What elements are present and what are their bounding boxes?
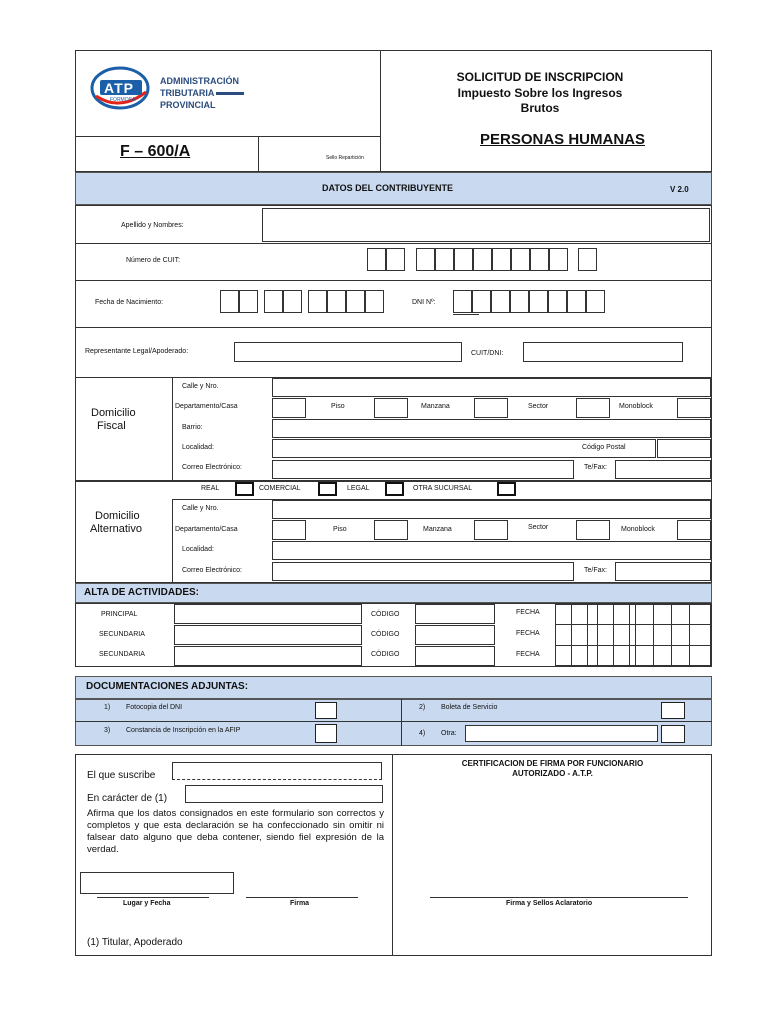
cuit-label: Número de CUIT:	[126, 257, 181, 264]
tipo-otra-label: OTRA SUCURSAL	[413, 485, 473, 492]
tipo-real-label: REAL	[201, 485, 220, 492]
fiscal-localidad-label: Localidad:	[182, 444, 214, 451]
fecha-digit[interactable]	[346, 290, 365, 313]
fiscal-cp-input[interactable]	[657, 439, 711, 458]
firma-sellos-label: Firma y Sellos Aclaratorio	[506, 900, 593, 907]
caracter-input[interactable]	[185, 785, 383, 803]
actividad-fecha-grid[interactable]	[555, 604, 711, 666]
cuit-digit[interactable]	[473, 248, 492, 271]
alt-tel-label: Te/Fax:	[584, 567, 607, 574]
representante-label: Representante Legal/Apoderado:	[85, 348, 189, 355]
doc-1-checkbox[interactable]	[315, 702, 337, 719]
fiscal-sector-input[interactable]	[576, 398, 610, 418]
doc-1-num: 1)	[104, 704, 111, 711]
fiscal-correo-input[interactable]	[272, 460, 574, 479]
logo-line2: TRIBUTARIA	[160, 88, 215, 98]
form-code: F – 600/A	[120, 143, 191, 160]
suscribe-input[interactable]	[172, 762, 382, 780]
cuit-digit[interactable]	[578, 248, 597, 271]
dni-digit[interactable]	[529, 290, 548, 313]
doc-4-otra-input[interactable]	[465, 725, 658, 742]
dni-digit[interactable]	[586, 290, 605, 313]
alt-calle-label: Calle y Nro.	[182, 505, 219, 512]
fiscal-correo-label: Correo Electrónico:	[182, 464, 242, 471]
cuit-digit[interactable]	[416, 248, 435, 271]
fiscal-barrio-label: Barrio:	[182, 424, 203, 431]
alt-depto-input[interactable]	[272, 520, 306, 540]
doc-2-checkbox[interactable]	[661, 702, 685, 719]
docs-title: DOCUMENTACIONES ADJUNTAS:	[86, 681, 249, 692]
actividad-row-label: SECUNDARIA	[99, 651, 145, 658]
actividad-codigo-input[interactable]	[415, 625, 495, 645]
actividad-codigo-label: CÓDIGO	[371, 631, 400, 638]
dni-digit[interactable]	[453, 290, 472, 313]
alt-correo-input[interactable]	[272, 562, 574, 581]
actividad-fecha-label: FECHA	[516, 630, 540, 637]
doc-4-label: Otra:	[441, 730, 457, 737]
alt-localidad-input[interactable]	[272, 541, 711, 560]
doc-4-num: 4)	[419, 730, 426, 737]
alt-sector-label: Sector	[528, 524, 549, 531]
representante-input[interactable]	[234, 342, 462, 362]
fiscal-cp-label: Código Postal	[582, 444, 626, 451]
cuit-digit[interactable]	[549, 248, 568, 271]
personas-humanas: PERSONAS HUMANAS	[480, 131, 646, 148]
form-title: SOLICITUD DE INSCRIPCION	[456, 70, 624, 84]
actividad-codigo-label: CÓDIGO	[371, 611, 400, 618]
sello-reparticion: Sello Repartición	[326, 155, 364, 161]
lugar-fecha-label: Lugar y Fecha	[123, 900, 171, 907]
actividad-row-label: PRINCIPAL	[101, 611, 138, 618]
alt-manzana-input[interactable]	[474, 520, 508, 540]
actividad-codigo-input[interactable]	[415, 604, 495, 624]
cuit-digit[interactable]	[511, 248, 530, 271]
fiscal-monoblock-input[interactable]	[677, 398, 711, 418]
datos-title: DATOS DEL CONTRIBUYENTE	[322, 183, 454, 193]
apellido-input[interactable]	[262, 208, 710, 242]
doc-2-num: 2)	[419, 704, 426, 711]
alt-correo-label: Correo Electrónico:	[182, 567, 242, 574]
dni-digit[interactable]	[491, 290, 510, 313]
fiscal-calle-input[interactable]	[272, 378, 711, 397]
tipo-comercial-label: COMERCIAL	[259, 485, 301, 492]
actividad-desc-input[interactable]	[174, 604, 362, 624]
cuit-digit[interactable]	[454, 248, 473, 271]
doc-2-label: Boleta de Servicio	[441, 704, 498, 711]
cert-title-1: CERTIFICACION DE FIRMA POR FUNCIONARIO	[461, 759, 644, 768]
doc-3-label: Constancia de Inscripción en la AFIP	[126, 727, 241, 734]
doc-4-checkbox[interactable]	[661, 725, 685, 743]
cuit-digit[interactable]	[367, 248, 386, 271]
fiscal-label-2: Fiscal	[97, 420, 126, 432]
version: V 2.0	[670, 185, 689, 194]
logo-line3: PROVINCIAL	[160, 100, 216, 110]
fecha-nac-label: Fecha de Nacimiento:	[95, 299, 164, 306]
form-subtitle: Impuesto Sobre los Ingresos	[457, 86, 623, 100]
logo-mark: ATP	[104, 80, 134, 96]
fiscal-tel-input[interactable]	[615, 460, 711, 479]
fecha-digit[interactable]	[283, 290, 302, 313]
fiscal-piso-label: Piso	[331, 403, 345, 410]
fiscal-depto-label: Departamento/Casa	[175, 403, 238, 410]
fiscal-calle-label: Calle y Nro.	[182, 383, 219, 390]
alt-tel-input[interactable]	[615, 562, 711, 581]
alt-piso-input[interactable]	[374, 520, 408, 540]
fiscal-depto-input[interactable]	[272, 398, 306, 418]
alt-sector-input[interactable]	[576, 520, 610, 540]
actividad-fecha-label: FECHA	[516, 651, 540, 658]
lugar-fecha-input[interactable]	[80, 872, 234, 894]
dni-digit[interactable]	[548, 290, 567, 313]
actividades-title: ALTA DE ACTIVIDADES:	[84, 587, 199, 598]
fiscal-manzana-input[interactable]	[474, 398, 508, 418]
alternativo-label-1: Domicilio	[95, 510, 140, 522]
cuit-digit[interactable]	[530, 248, 549, 271]
doc-3-num: 3)	[104, 727, 111, 734]
fiscal-label-1: Domicilio	[91, 407, 136, 419]
fecha-digit[interactable]	[365, 290, 384, 313]
alt-piso-label: Piso	[333, 526, 347, 533]
fiscal-monoblock-label: Monoblock	[619, 403, 653, 410]
cuit-dni-label: CUIT/DNI:	[471, 350, 504, 357]
fiscal-tel-label: Te/Fax:	[584, 464, 607, 471]
atp-logo	[90, 66, 250, 116]
fiscal-manzana-label: Manzana	[421, 403, 450, 410]
afirma-text: Afirma que los datos consignados en este formulario son correctos y completos y que esta declaración se ha confeccionado sin omitir ni falsear dato alguno que deba contener, siendo fiel expresión de la verdad.	[87, 808, 384, 855]
fecha-digit[interactable]	[308, 290, 327, 313]
logo-sub: FORMOSA	[110, 97, 136, 103]
actividad-codigo-input[interactable]	[415, 646, 495, 666]
actividad-codigo-label: CÓDIGO	[371, 651, 400, 658]
cert-title-2: AUTORIZADO - A.T.P.	[512, 769, 593, 778]
fecha-digit[interactable]	[264, 290, 283, 313]
fiscal-piso-input[interactable]	[374, 398, 408, 418]
actividad-desc-input[interactable]	[174, 625, 362, 645]
dni-label: DNI Nº:	[412, 299, 436, 306]
alternativo-label-2: Alternativo	[90, 523, 142, 535]
tipo-legal-label: LEGAL	[347, 485, 370, 492]
firma-label: Firma	[290, 900, 310, 907]
cuit-digit[interactable]	[492, 248, 511, 271]
apellido-label: Apellido y Nombres:	[121, 222, 184, 229]
alt-localidad-label: Localidad:	[182, 546, 214, 553]
cuit-digit[interactable]	[435, 248, 454, 271]
logo-line1: ADMINISTRACIÓN	[160, 76, 239, 86]
alt-monoblock-input[interactable]	[677, 520, 711, 540]
fecha-digit[interactable]	[220, 290, 239, 313]
doc-1-label: Fotocopia del DNI	[126, 704, 183, 711]
alt-calle-input[interactable]	[272, 500, 711, 519]
alt-manzana-label: Manzana	[423, 526, 452, 533]
alt-depto-label: Departamento/Casa	[175, 526, 238, 533]
cuit-dni-input[interactable]	[523, 342, 683, 362]
dni-digit[interactable]	[472, 290, 491, 313]
fiscal-barrio-input[interactable]	[272, 419, 711, 438]
form-subtitle-2: Brutos	[520, 101, 560, 115]
fecha-digit[interactable]	[239, 290, 258, 313]
doc-3-checkbox[interactable]	[315, 724, 337, 743]
caracter-label: En carácter de (1)	[87, 793, 168, 804]
cuit-digit[interactable]	[386, 248, 405, 271]
actividad-row-label: SECUNDARIA	[99, 631, 145, 638]
fecha-digit[interactable]	[327, 290, 346, 313]
fiscal-sector-label: Sector	[528, 403, 549, 410]
dni-digit[interactable]	[567, 290, 586, 313]
suscribe-label: El que suscribe	[87, 770, 156, 781]
actividad-desc-input[interactable]	[174, 646, 362, 666]
nota-titular: (1) Titular, Apoderado	[87, 937, 183, 948]
alt-monoblock-label: Monoblock	[621, 526, 655, 533]
dni-digit[interactable]	[510, 290, 529, 313]
actividad-fecha-label: FECHA	[516, 609, 540, 616]
